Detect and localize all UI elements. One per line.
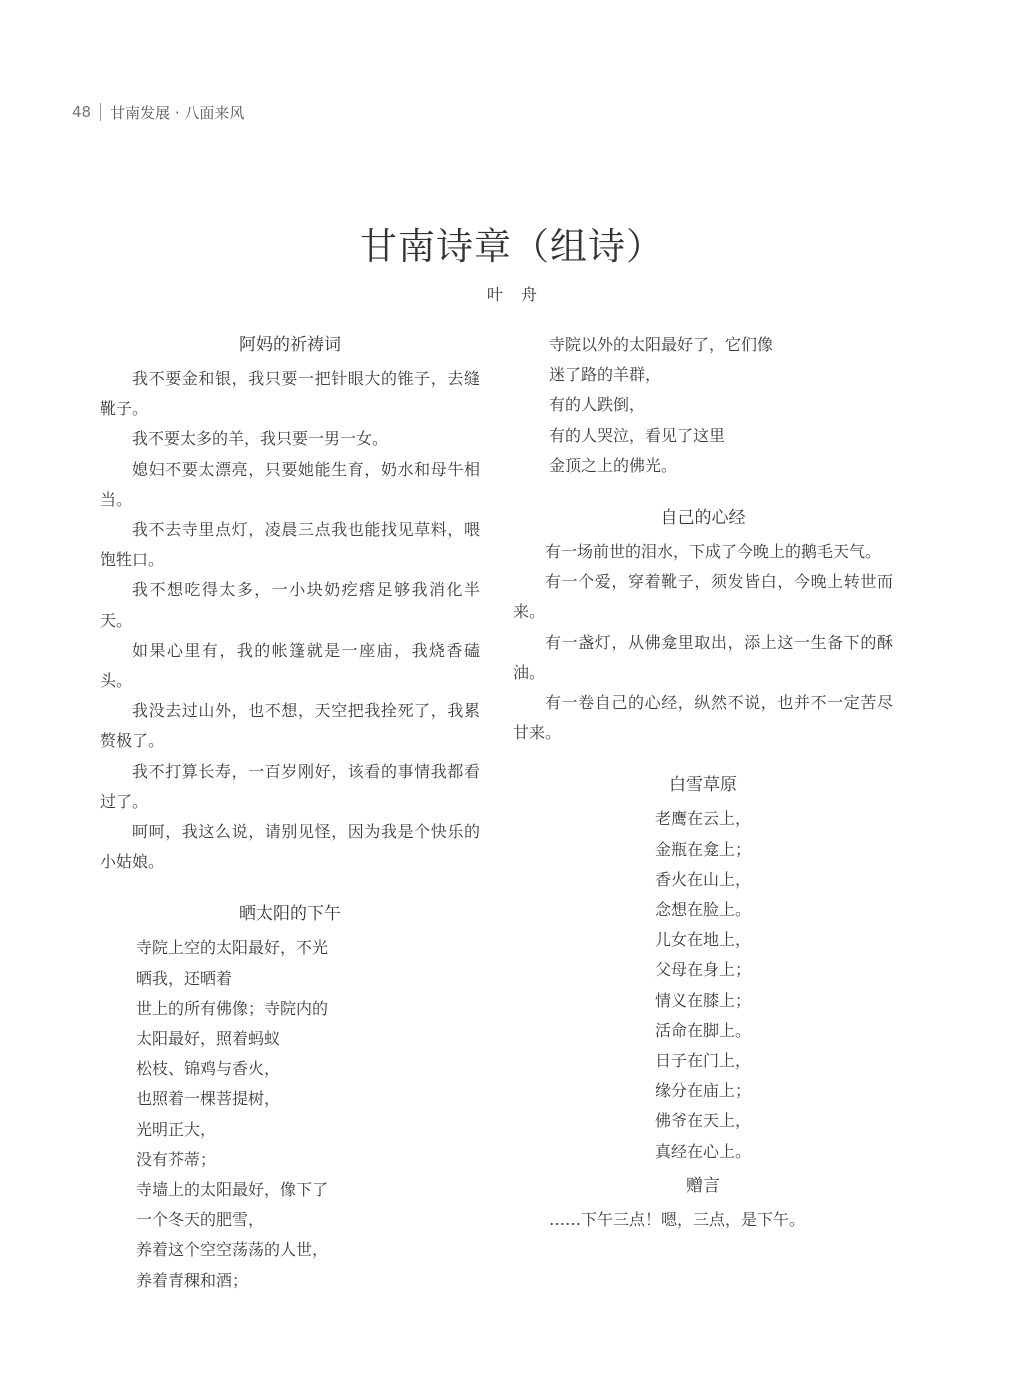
- poem-line: 没有芥蒂；: [136, 1149, 217, 1169]
- poem-title: 阿妈的祈祷词: [239, 335, 341, 355]
- poem-line: 有的人跌倒，: [549, 395, 646, 415]
- poem-line: 念想在脸上。: [654, 900, 751, 920]
- poem-line: 情义在膝上；: [654, 990, 751, 1010]
- poem-paragraph: 媳妇不要太漂亮，只要她能生育，奶水和母牛相当。: [100, 459, 480, 509]
- poem-paragraph: 呵呵，我这么说，请别见怪，因为我是个快乐的小姑娘。: [100, 822, 480, 872]
- poem-line: 光明正大，: [136, 1119, 217, 1139]
- poem-line: 儿女在地上，: [654, 930, 751, 950]
- poem-line: 老鹰在云上，: [654, 809, 751, 829]
- running-header: [72, 100, 244, 124]
- poem-paragraph: 有一盏灯，从佛龛里取出，添上这一生备下的酥油。: [513, 632, 893, 682]
- page-title: 甘南诗章（组诗）: [360, 225, 664, 268]
- right-column: [513, 330, 893, 1235]
- poem-paragraph: 我不要太多的羊，我只要一男一女。: [132, 429, 389, 449]
- poem-paragraph: 我不打算长寿，一百岁刚好，该看的事情我都看过了。: [100, 761, 480, 811]
- poem-paragraph: 有一场前世的泪水，下成了今晚上的鹅毛天气。: [545, 542, 882, 562]
- poem-line: 也照着一棵菩提树，: [136, 1089, 281, 1109]
- poem-paragraph: 有一卷自己的心经，纵然不说，也并不一定苦尽甘来。: [513, 693, 893, 743]
- header-section-title: 甘南发展 · 八面来风: [110, 103, 245, 122]
- page-number: 48: [72, 103, 92, 121]
- left-column: [100, 330, 480, 1296]
- poem-line: 寺墙上的太阳最好，像下了: [136, 1180, 329, 1200]
- poem-line: 养着青稞和酒；: [136, 1270, 249, 1290]
- poem-paragraph: 我不要金和银，我只要一把针眼大的锥子，去缝靴子。: [100, 369, 480, 419]
- header-divider: [100, 103, 101, 121]
- poem-line: 真经在心上。: [654, 1141, 751, 1161]
- poem-line: 世上的所有佛像；寺院内的: [136, 998, 329, 1018]
- poem-line: 日子在门上，: [654, 1051, 751, 1071]
- poem-title: 赠言: [686, 1175, 720, 1196]
- poem-line: 迷了路的羊群，: [549, 365, 662, 385]
- poem-line: 活命在脚上。: [654, 1020, 751, 1040]
- poem-line: 香火在山上，: [654, 869, 751, 889]
- poem-line: 金瓶在龛上；: [654, 839, 751, 859]
- poem-line: 父母在身上；: [654, 960, 751, 980]
- poem-paragraph: 我没去过山外，也不想，天空把我拴死了，我累赘极了。: [100, 701, 480, 751]
- poem-line: 佛爷在天上，: [654, 1111, 751, 1131]
- poem-paragraph: 我不想吃得太多，一小块奶疙瘩足够我消化半天。: [100, 580, 480, 630]
- poem-line: ……下午三点！嗯，三点，是下午。: [549, 1209, 806, 1229]
- poem-line: 一个冬天的肥雪，: [136, 1210, 265, 1230]
- poem-line: 太阳最好，照着蚂蚁: [136, 1029, 281, 1049]
- poem-title: 晒太阳的下午: [239, 904, 341, 925]
- poem-line: 养着这个空空荡荡的人世，: [136, 1240, 329, 1260]
- poem-line: 松枝、锦鸡与香火，: [136, 1059, 281, 1079]
- poem-line: 寺院上空的太阳最好，不光: [136, 938, 329, 958]
- poem-line: 寺院以外的太阳最好了，它们像: [549, 335, 774, 354]
- poem-paragraph: 如果心里有，我的帐篷就是一座庙，我烧香磕头。: [100, 640, 480, 691]
- poem-line: 金顶之上的佛光。: [549, 455, 678, 475]
- poem-title: 白雪草原: [669, 775, 737, 796]
- poem-paragraph: 有一个爱，穿着靴子，须发皆白，今晚上转世而来。: [513, 572, 893, 622]
- poem-line: 缘分在庙上；: [654, 1081, 751, 1101]
- poem-paragraph: 我不去寺里点灯，凌晨三点我也能找见草料，喂饱牲口。: [100, 520, 480, 570]
- poem-line: 晒我，还晒着: [136, 968, 233, 988]
- author-name: 叶舟: [486, 285, 555, 304]
- poem-line: 有的人哭泣，看见了这里: [549, 425, 726, 445]
- poem-title: 自己的心经: [660, 508, 746, 529]
